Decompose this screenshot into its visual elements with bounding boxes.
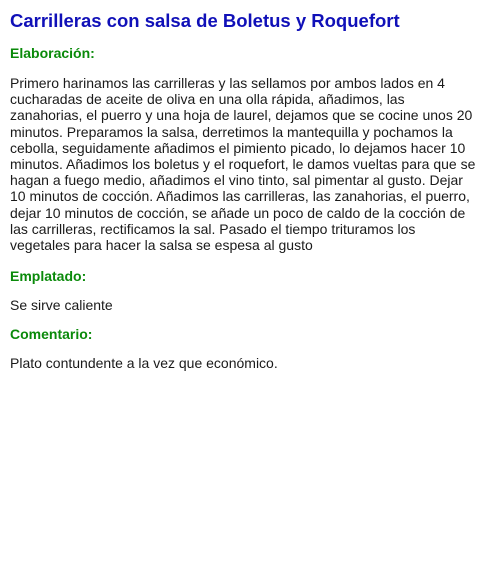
- elaboracion-text: Primero harinamos las carrilleras y las sellamos por ambos lados en 4 cucharadas de aceite de oliva en una olla rápida, añadimos, las zanahorias, el puerro y una hoja de laurel, dejamos que se cocine unos 20 minutos. Preparamos la salsa, derretimos la mantequilla y pochamos la cebolla, seguidamente añadimos el pimiento picado, lo dejamos hacer 10 minutos. Añadimos los boletus y el roquefort, le damos vueltas para que se hagan a fuego medio, añadimos el vino tinto, sal pimentar al gusto. Dejar 10 minutos de cocción. Añadimos las carrilleras, las zanahorias, el puerro, dejar 10 minutos de cocción, se añade un poco de caldo de la cocción de las carrilleras, rectificamos la sal. Pasado el tiempo trituramos los vegetales para hacer la salsa se espesa al gusto: [10, 75, 476, 254]
- comentario-text: Plato contundente a la vez que económico.: [10, 355, 278, 372]
- emplatado-text: Se sirve caliente: [10, 297, 113, 314]
- elaboracion-heading: Elaboración:: [10, 45, 95, 61]
- page-title: Carrilleras con salsa de Boletus y Roquefort: [10, 10, 400, 31]
- comentario-heading: Comentario:: [10, 326, 93, 343]
- emplatado-heading: Emplatado:: [10, 268, 87, 285]
